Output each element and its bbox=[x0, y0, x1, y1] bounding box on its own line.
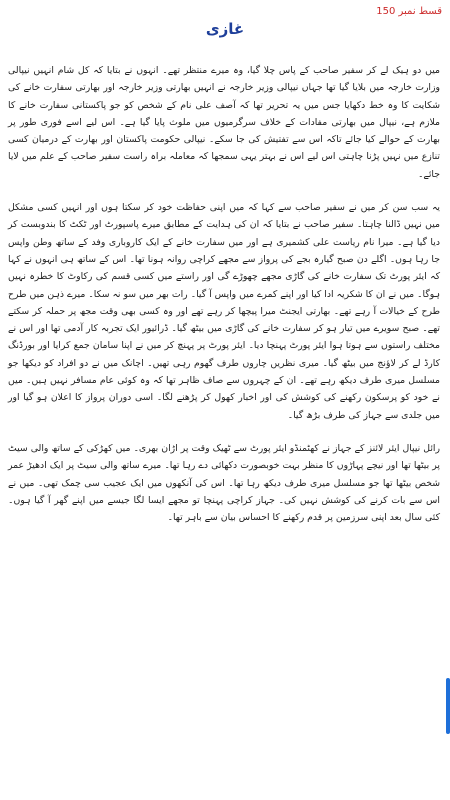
scrollbar-thumb[interactable] bbox=[446, 678, 450, 734]
paragraph: یہ سب سن کر میں نے سفیر صاحب سے کہا کہ میں اپنی حفاظت خود کر سکتا ہوں اور انہیں کسی مشکل میں نہیں ڈالنا چاہتا۔ سفیر صاحب نے بتایا کہ ان کی ہدایت کے مطابق میرے پاسپورٹ اور ٹکٹ کا بندوبست کر دیا گیا ہے۔ میرا نام ریاست علی کشمیری ہے اور میں سفارت خانے کے ایک کاروباری وفد کے ساتھ وطن واپس جا رہا ہوں۔ اگلے دن صبح گیارہ بجے کی پرواز سے مجھے کراچی روانہ ہونا تھا۔ اس کے ساتھ ہی انہوں نے کہا کہ ایئر پورٹ تک سفارت خانے کی گاڑی مجھے چھوڑے گی اور راستے میں کسی قسم کی رکاوٹ کا خطرہ نہیں ہوگا۔ میں نے ان کا شکریہ ادا کیا اور اپنے کمرے میں واپس آ گیا۔ رات بھر میں سو نہ سکا۔ میرے ذہن میں طرح طرح کے خیالات آ رہے تھے۔ بھارتی ایجنٹ میرا پیچھا کر رہے تھے اور وہ کسی بھی وقت مجھ پر حملہ کر سکتے تھے۔ صبح سویرے میں تیار ہو کر سفارت خانے کی گاڑی میں بیٹھ گیا۔ ڈرائیور ایک تجربہ کار آدمی تھا اور اس نے مختلف راستوں سے ہوتا ہوا ایئر پورٹ پہنچا دیا۔ ایئر پورٹ پر پہنچ کر میں نے اپنا سامان جمع کرایا اور بورڈنگ کارڈ لے کر لاؤنج میں بیٹھ گیا۔ میری نظریں چاروں طرف گھوم رہی تھیں۔ اچانک میں نے دو افراد کو دیکھا جو مسلسل میری طرف دیکھ رہے تھے۔ ان کے چہروں سے صاف ظاہر تھا کہ وہ کوئی عام مسافر نہیں ہیں۔ میں نے خود کو پرسکون رکھنے کی کوشش کی اور اخبار کھول کر پڑھنے لگا۔ اسی دوران پرواز کا اعلان ہو گیا اور میں جلدی سے جہاز کی طرف بڑھ گیا۔ bbox=[8, 202, 440, 421]
paragraph: میں دو ہیک لے کر سفیر صاحب کے پاس چلا گیا، وہ میرے منتظر تھے۔ انہوں نے بتایا کہ کل شام انہیں نیپالی وزارت خارجہ میں بلایا گیا تھا جہاں نیپالی وزیر خارجہ نے انہیں بھارتی وزیر خارجہ اور بھارتی سفارت خانے کی شکایت کا وہ خط دکھایا جس میں یہ تحریر تھا کہ آصف علی نام کے شخص کو جو پاکستانی سفارت خانے کا ملازم ہے، نیپال میں بھارتی مفادات کے خلاف سرگرمیوں میں ملوث پایا گیا ہے۔ اس لیے اسے فوری طور پر بھارت کے حوالے کیا جائے تاکہ اس سے تفتیش کی جا سکے۔ نیپالی حکومت پاکستان اور بھارت کے درمیان کسی تنازع میں نہیں پڑنا چاہتی اس لیے اس نے بہتر یہی سمجھا کہ معاملہ براہ راست سفیر صاحب کے علم میں لایا جائے۔ bbox=[8, 65, 440, 180]
article-body bbox=[8, 62, 440, 542]
article-title: غازی bbox=[205, 20, 245, 38]
installment-label: قسط نمبر 150 bbox=[376, 6, 442, 17]
paragraph: رائل نیپال ایئر لائنز کے جہاز نے کھٹمنڈو ایئر پورٹ سے ٹھیک وقت پر اڑان بھری۔ میں کھڑکی کے ساتھ والی سیٹ پر بیٹھا تھا اور نیچے پہاڑوں کا منظر بہت خوبصورت دکھائی دے رہا تھا۔ میرے ساتھ والی سیٹ پر ایک ادھیڑ عمر شخص بیٹھا تھا جو مسلسل میری طرف دیکھ رہا تھا۔ اس کی آنکھوں میں ایک عجیب سی چمک تھی۔ میں نے اس سے بات کرنے کی کوشش نہیں کی۔ جہاز کراچی پہنچا تو مجھے ایسا لگا جیسے میں اپنے گھر آ گیا ہوں۔ کئی سال بعد اپنی سرزمین پر قدم رکھنے کا احساس بیان سے باہر تھا۔ bbox=[8, 442, 440, 524]
